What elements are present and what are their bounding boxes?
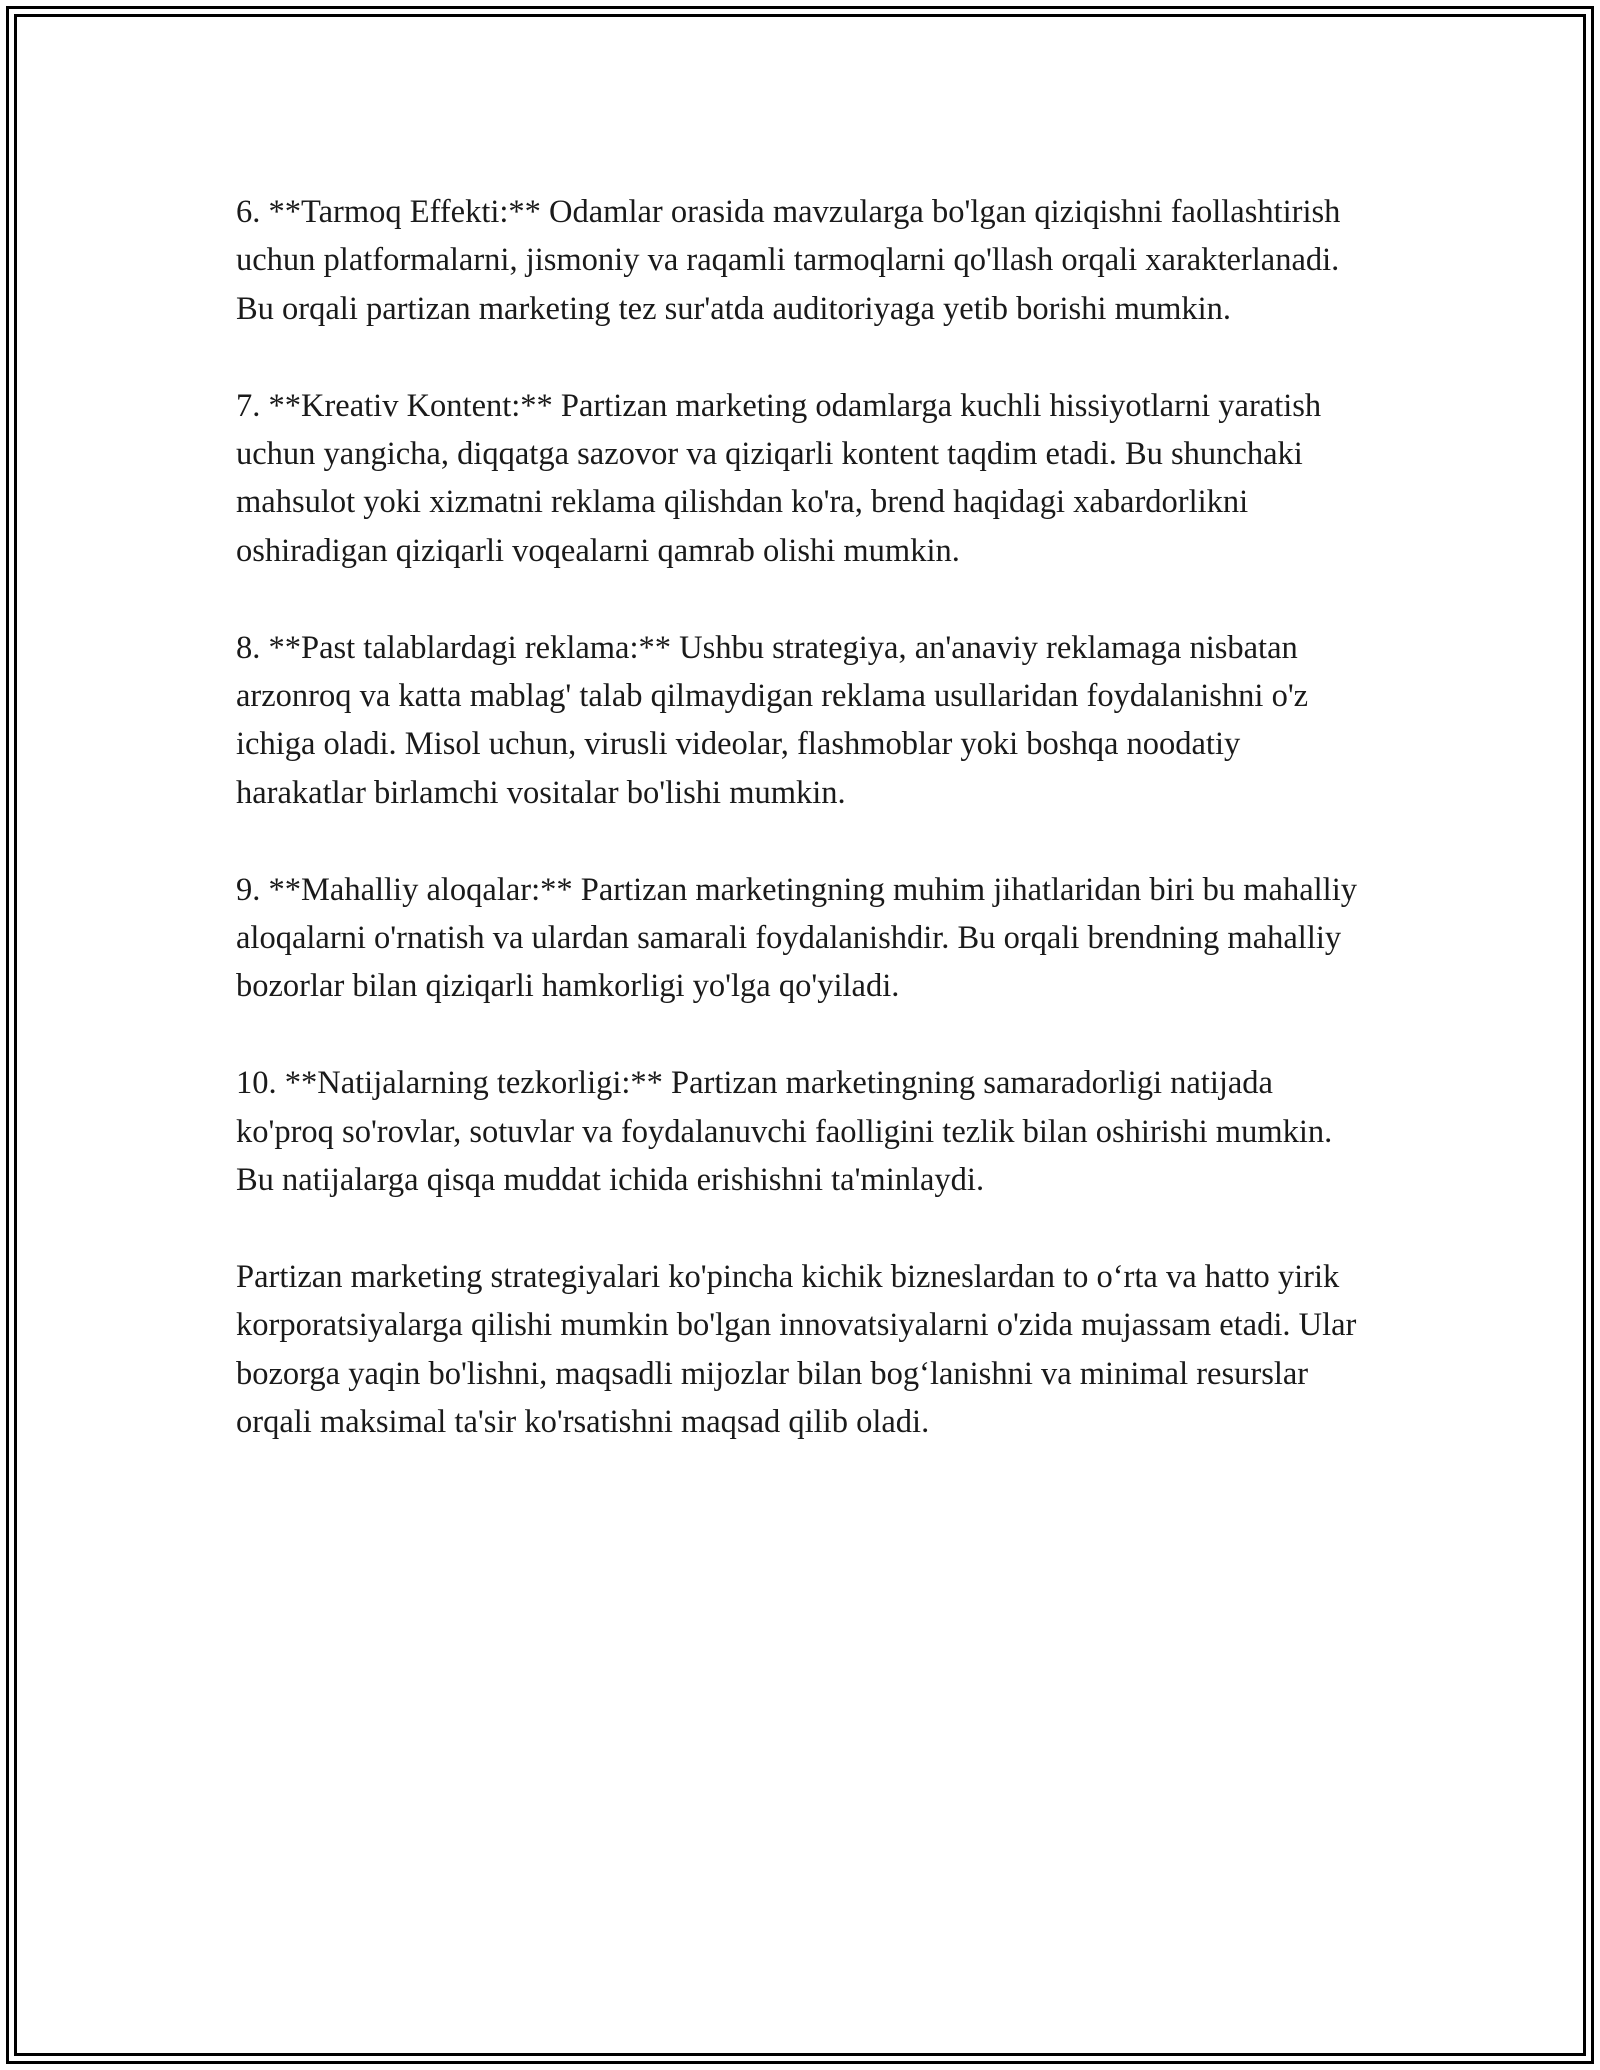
paragraph-kreativ-kontent: 7. **Kreativ Kontent:** Partizan marketing odamlarga kuchli hissiyotlarni yaratish uchun yangicha, diqqatga sazovor va qiziqarli kontent taqdim etadi. Bu shunchaki mahsulot yoki xizmatni reklama qilishdan ko'ra, brend haqidagi xabardorlikni oshiradigan qiziqarli voqealarni qamrab olishi mumkin. <box>236 387 1322 569</box>
paragraph-natijalarning-tezkorligi: 10. **Natijalarning tezkorligi:** Partizan marketingning samaradorligi natijada ko'proq so'rovlar, sotuvlar va foydalanuvchi faolligini tezlik bilan oshirishi mumkin. Bu natijalarga qisqa muddat ichida erishishni ta'minlaydi. <box>236 1065 1333 1199</box>
paragraph-past-talablardagi-reklama: 8. **Past talablardagi reklama:** Ushbu strategiya, an'anaviy reklamaga nisbatan arzonroq va katta mablag' talab qilmaydigan reklama usullaridan foydalanishni o'z ichiga oladi. Misol uchun, virusli videolar, flashmoblar yoki boshqa noodatiy harakatlar birlamchi vositalar bo'lishi mumkin. <box>236 629 1309 811</box>
paragraph-tarmoq-effekti: 6. **Tarmoq Effekti:** Odamlar orasida mavzularga bo'lgan qiziqishni faollashtirish uchun platformalarni, jismoniy va raqamli tarmoqlarni qo'llash orqali xarakterlanadi. Bu orqali partizan marketing tez sur'atda auditoriyaga yetib borishi mumkin. <box>236 194 1341 327</box>
paragraph-conclusion: Partizan marketing strategiyalari ko'pincha kichik bizneslardan to o‘rta va hatto yirik korporatsiyalarga qilishi mumkin bo'lgan innovatsiyalarni o'zida mujassam etadi. Ular bozorga yaqin bo'lishni, maqsadli mijozlar bilan bog‘lanishni va minimal resurslar orqali maksimal ta'sir ko'rsatishni maqsad qilib oladi. <box>236 1258 1357 1441</box>
document-body <box>236 188 1376 1495</box>
paragraph-mahalliy-aloqalar: 9. **Mahalliy aloqalar:** Partizan marketingning muhim jihatlaridan biri bu mahalliy aloqalarni o'rnatish va ulardan samarali foydalanishdir. Bu orqali brendning mahalliy bozorlar bilan qiziqarli hamkorligi yo'lga qo'yiladi. <box>236 871 1357 1005</box>
